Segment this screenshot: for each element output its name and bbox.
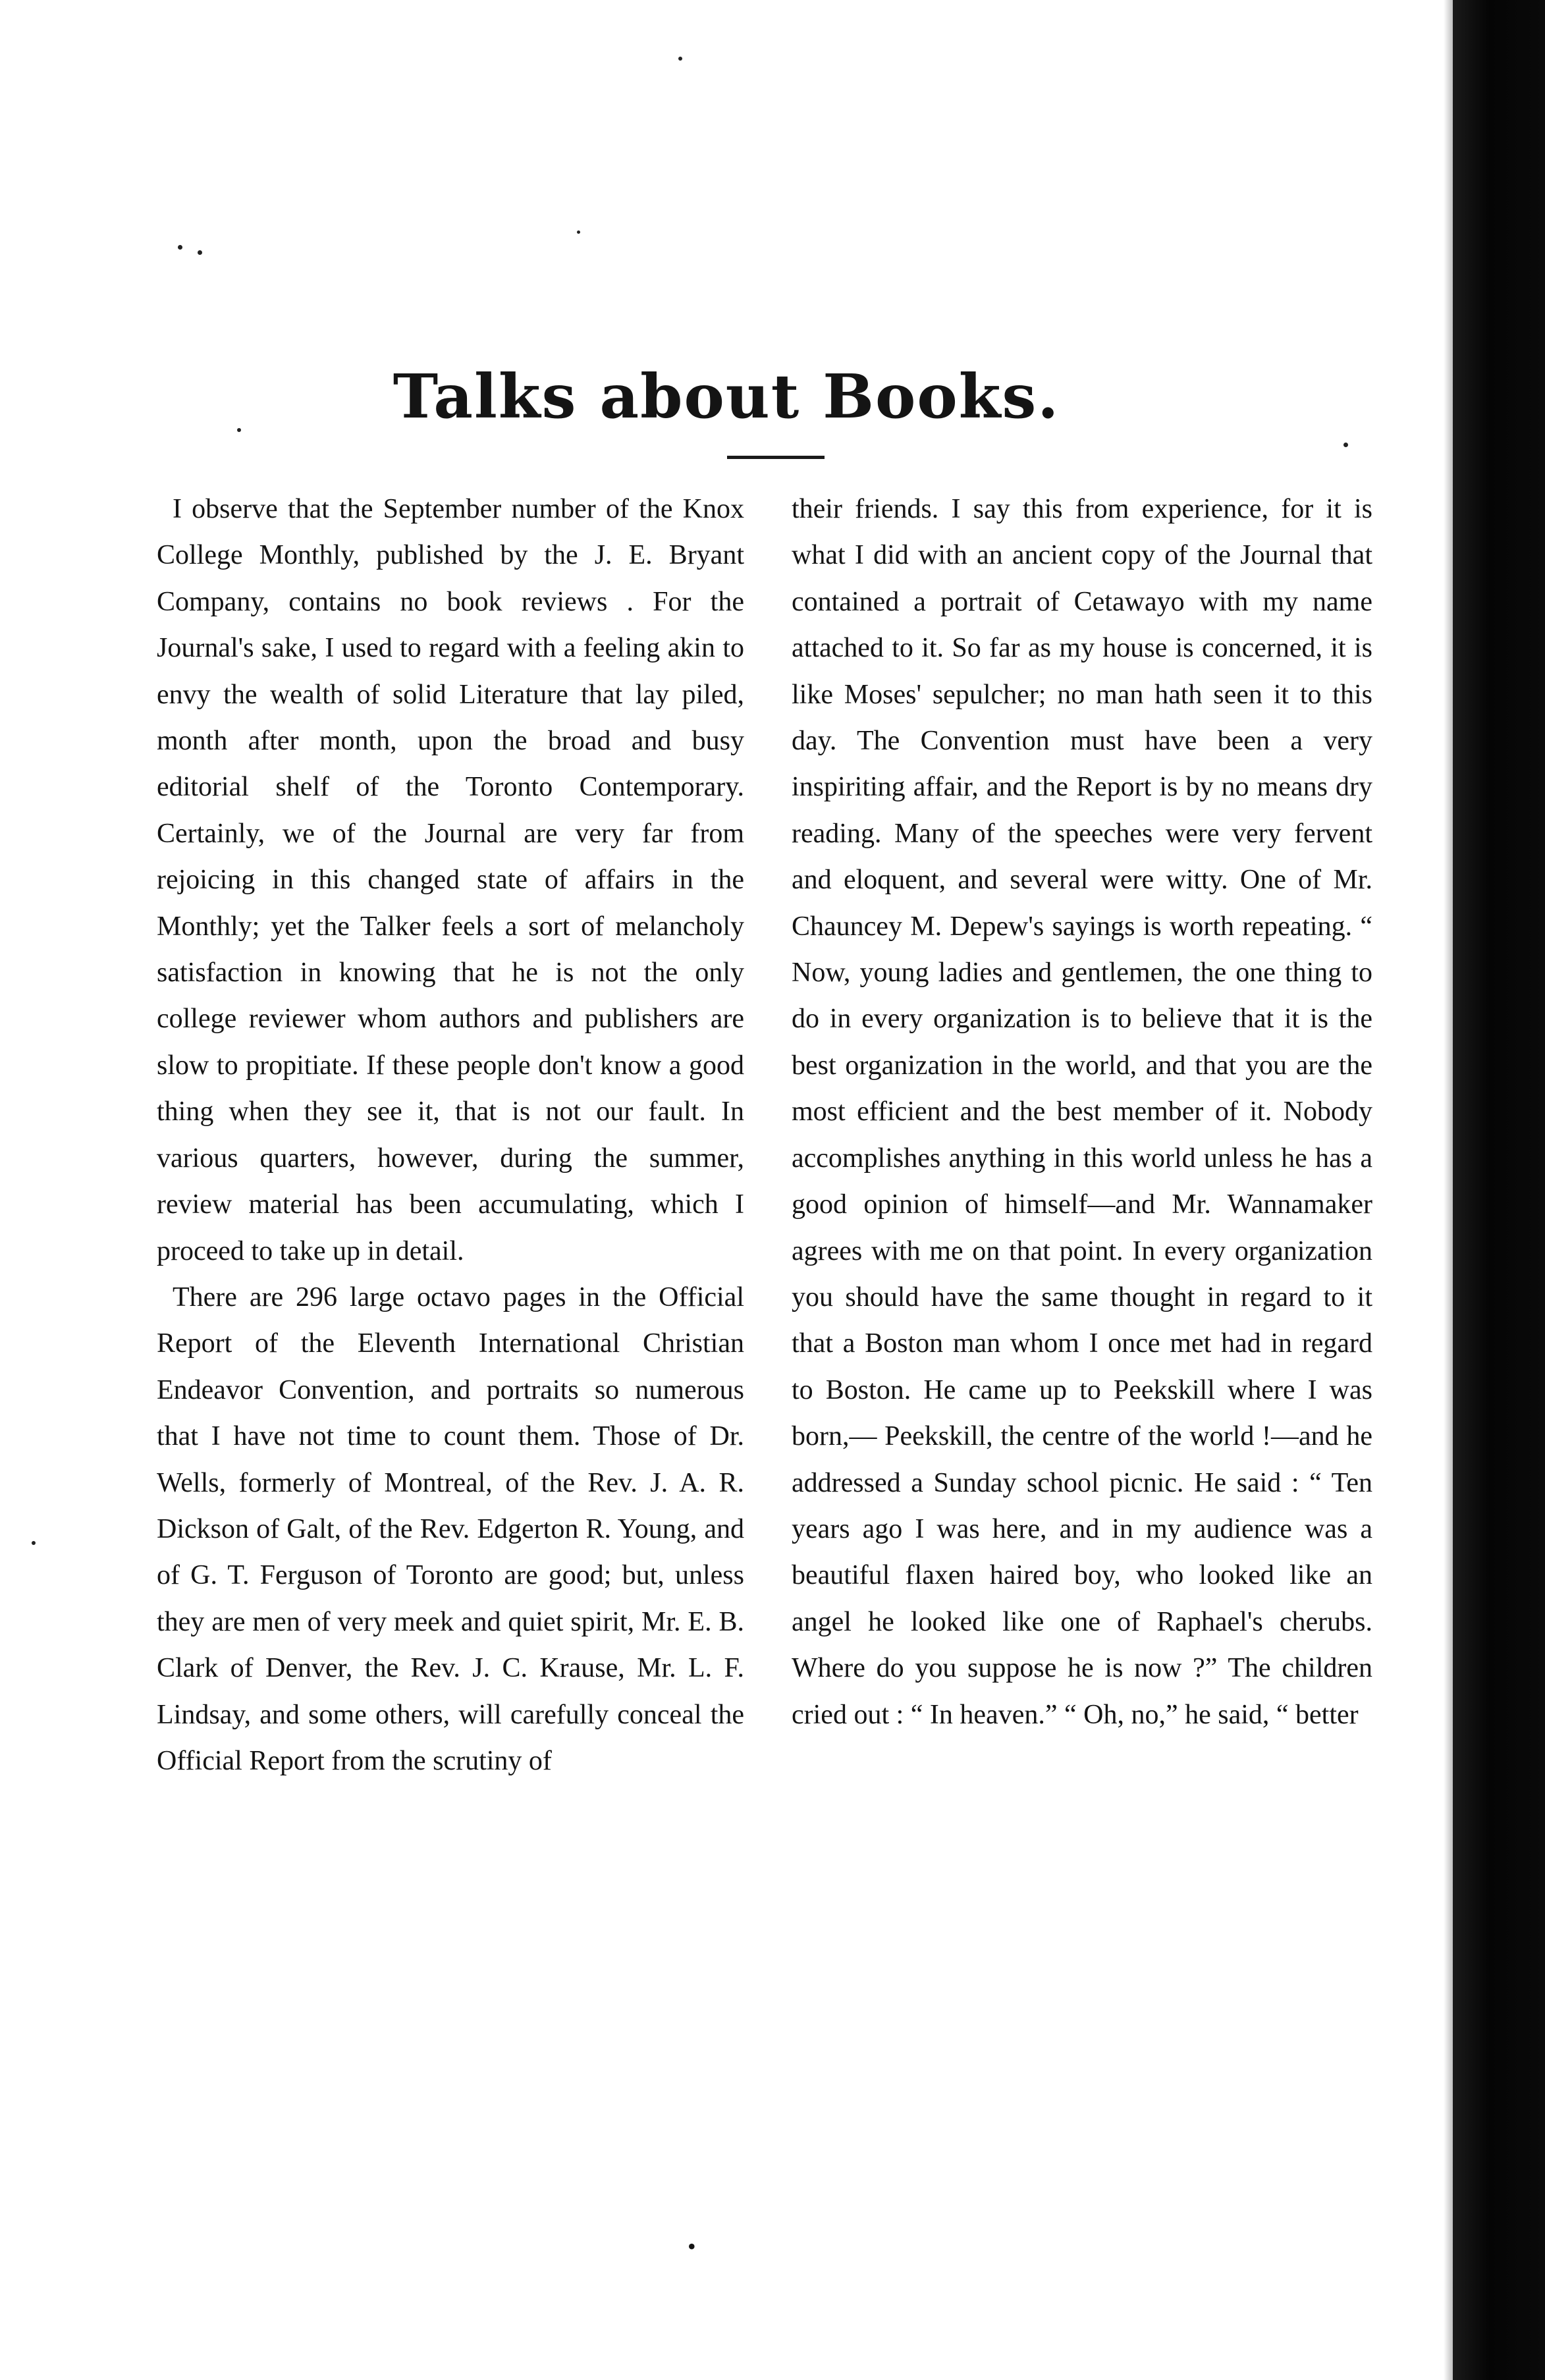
scanned-page-edge [1453,0,1545,2380]
title-rule [727,456,825,459]
page-shadow [1444,0,1453,2380]
scan-speck [32,1541,36,1545]
left-paragraph-2: There are 296 large octavo pages in the Official Report of the Eleventh International Christian Endeavor Convention, and portraits so numerous that I have not time to count them. Those of Dr. Wells, formerly of Montreal, of the Rev. J. A. R. Dickson of Galt, of the Rev. Edgerton R. Young, and of G. T. Ferguson of Toronto are good; but, unless they are men of very meek and quiet spirit, Mr. E. B. Clark of Denver, the Rev. J. C. Krause, Mr. L. F. Lindsay, and some others, will carefully conceal the Official Report from the scrutiny of [157,1282,744,1776]
right-column [792,486,1372,1738]
scan-speck [1343,443,1348,447]
scan-speck [178,245,182,250]
left-column [157,486,744,1784]
page-title: Talks about Books. [393,361,1060,432]
scan-speck [577,230,580,234]
folio-mark: • [688,2233,696,2259]
right-paragraph-1: their friends. I say this from experience, for it is what I did with an ancient copy of the Journal that contained a portrait of Cetawayo with my name attached to it. So far as my house is concerned, it is like Moses' sepulcher; no man hath seen it to this day. The Convention must have been a very inspiriting affair, and the Report is by no means dry reading. Many of the speeches were very fervent and eloquent, and several were witty. One of Mr. Chauncey M. Depew's sayings is worth repeating. “ Now, young ladies and gentlemen, the one thing to do in every organization is to believe that it is the best organization in the world, and that you are the most efficient and the best member of it. Nobody accomplishes anything in this world unless he has a good opinion of himself—and Mr. Wannamaker agrees with me on that point. In every organization you should have the same thought in regard to it that a Boston man whom I once met had in regard to Boston. He came up to Peekskill where I was born,— Peekskill, the centre of the world !—and he addressed a Sunday school picnic. He said : “ Ten years ago I was here, and in my audience was a beautiful flaxen haired boy, who looked like an angel he looked like one of Raphael's cherubs. Where do you suppose he is now ?” The children cried out : “ In heaven.” “ Oh, no,” he said, “ better [792,494,1372,1730]
scan-speck [198,250,202,255]
left-paragraph-1: I observe that the September number of the Knox College Monthly, published by the J. E. Bryant Company, contains no book reviews . For the Journal's sake, I used to regard with a feeling akin to envy the wealth of solid Literature that lay piled, month after month, upon the broad and busy editorial shelf of the Toronto Contemporary. Certainly, we of the Journal are very far from rejoicing in this changed state of affairs in the Monthly; yet the Talker feels a sort of melancholy satisfaction in knowing that he is not the only college reviewer whom authors and publishers are slow to propitiate. If these people don't know a good thing when they see it, that is not our fault. In various quarters, however, during the summer, review material has been accumulating, which I proceed to take up in detail. [157,494,744,1266]
scan-speck [678,57,682,61]
